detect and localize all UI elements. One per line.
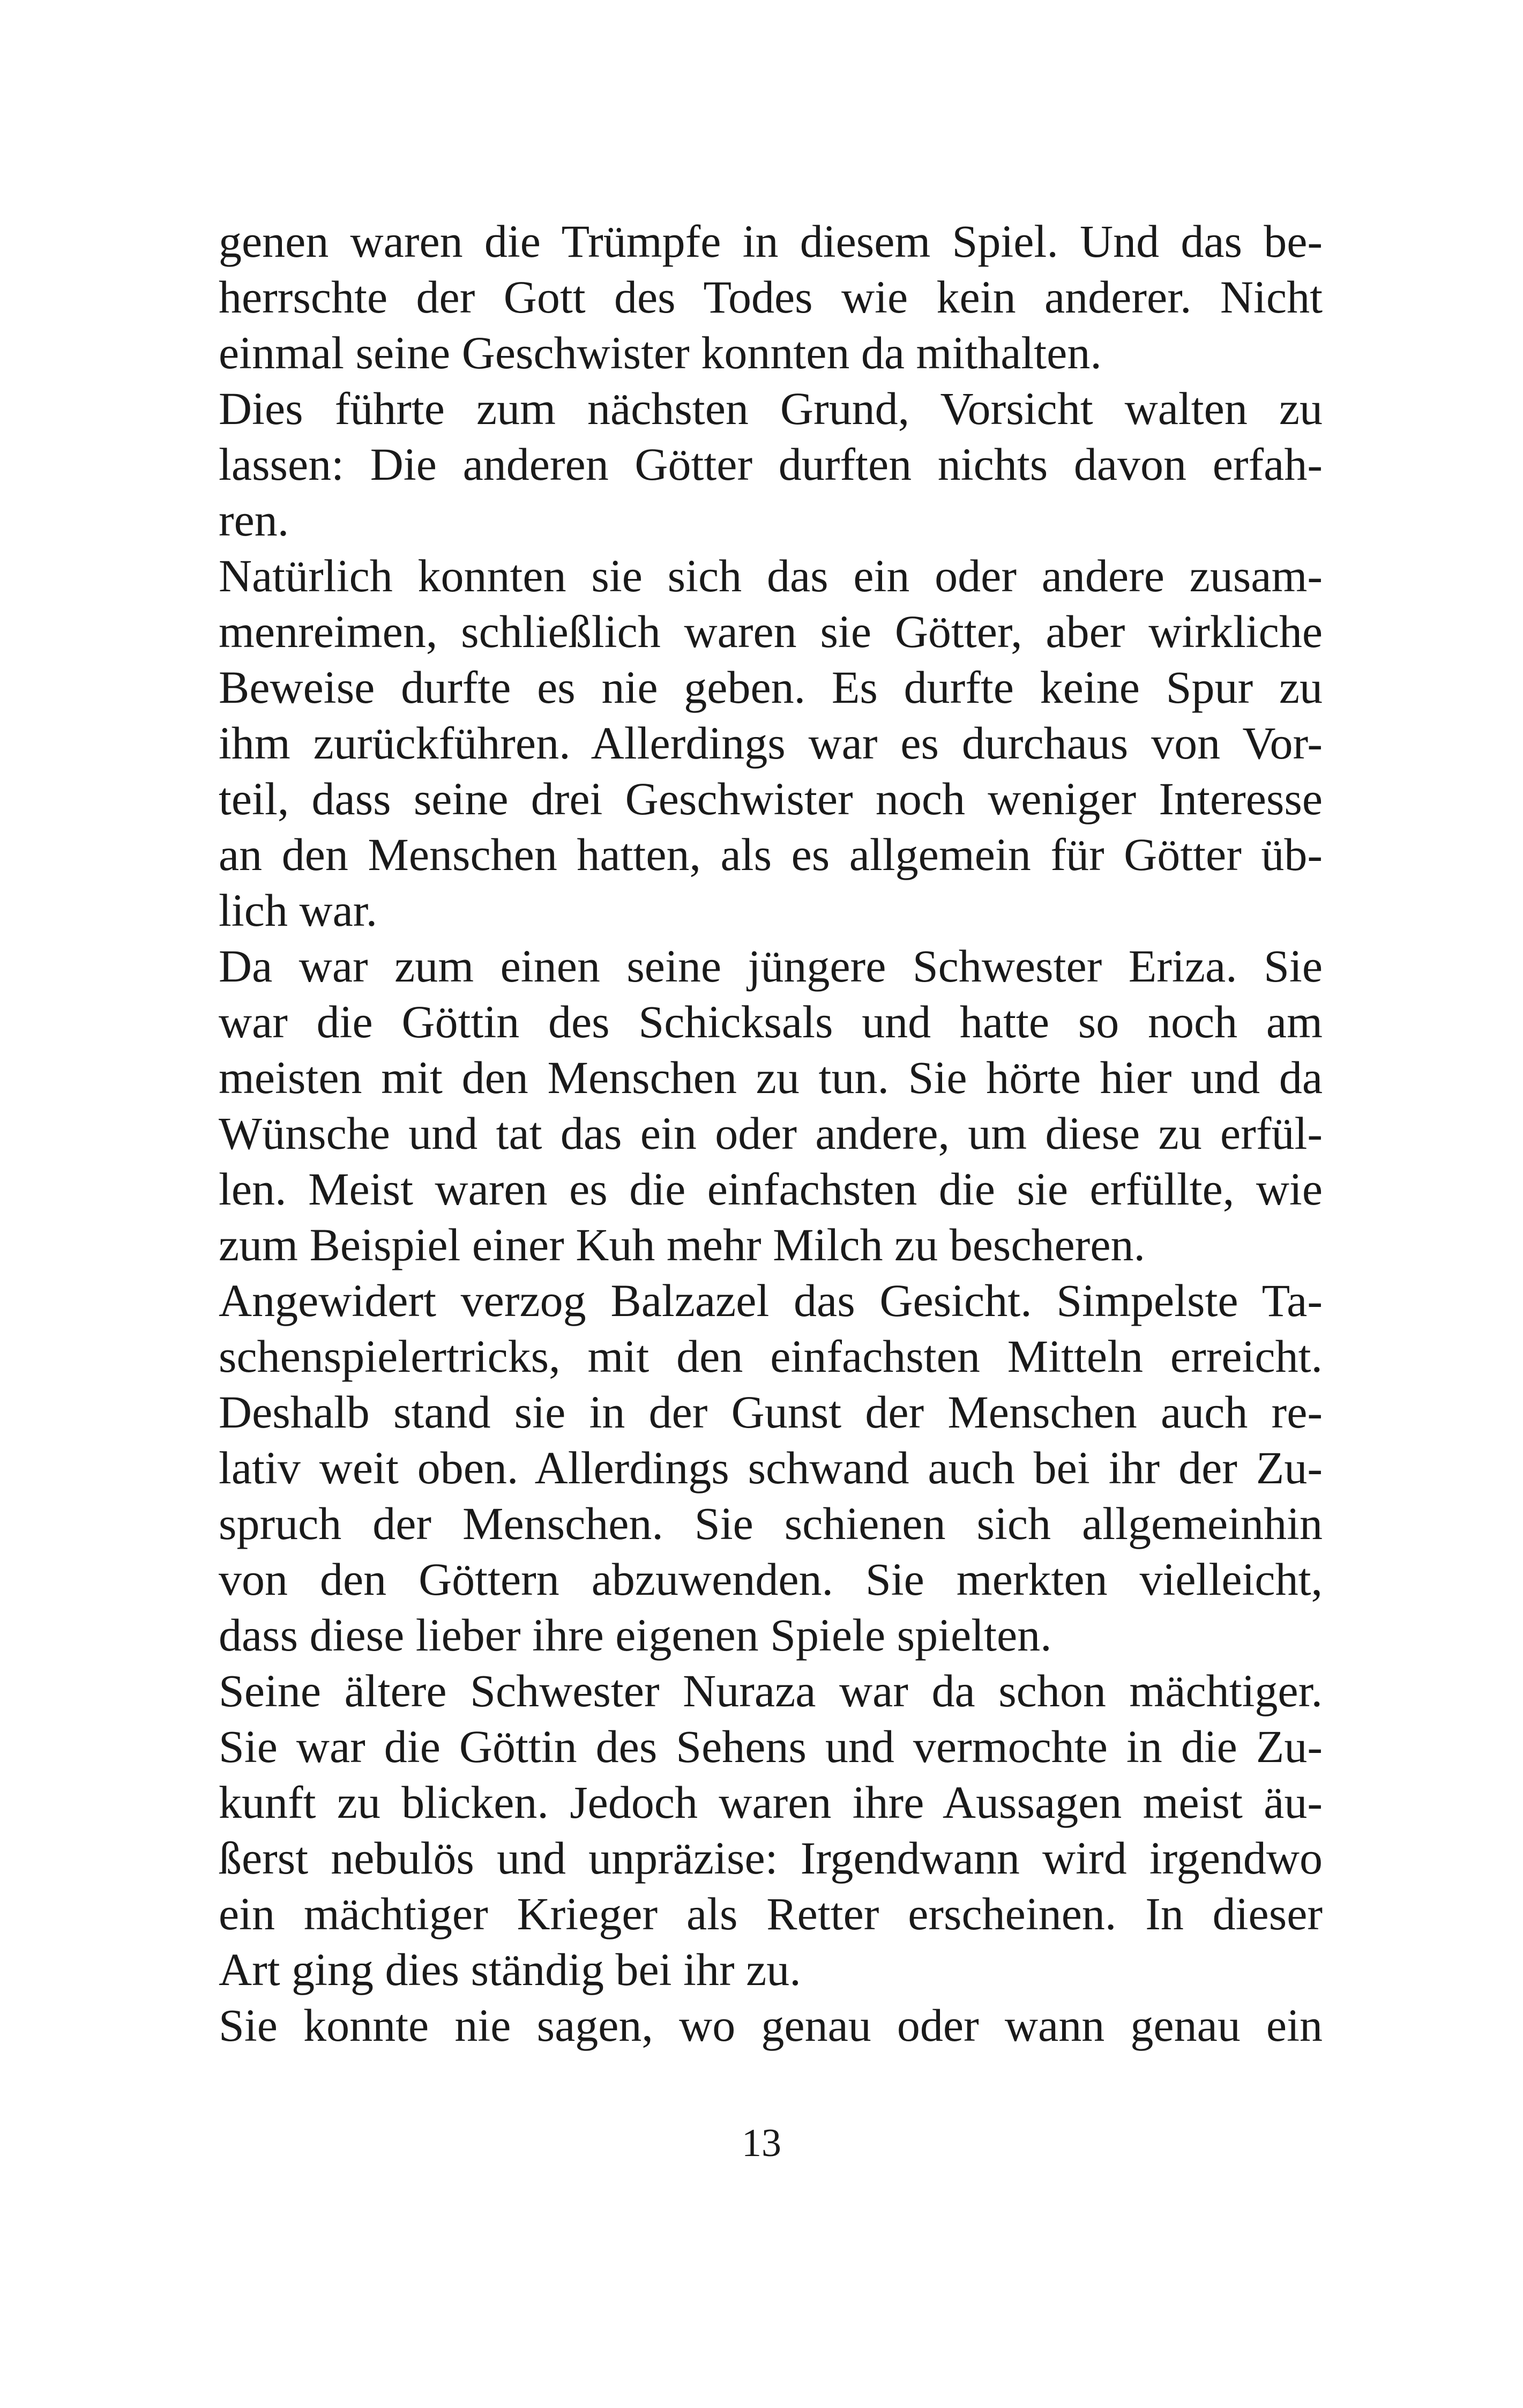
text-line: genen waren die Trümpfe in diesem Spiel. Und das be- (219, 215, 1323, 267)
text-line: Art ging dies ständig bei ihr zu. (219, 1944, 801, 1995)
text-line: ßerst nebulös und unpräzise: Irgendwann wird irgendwo (219, 1832, 1323, 1884)
text-line: Natürlich konnten sie sich das ein oder andere zusam- (219, 550, 1323, 601)
text-line: Sie konnte nie sagen, wo genau oder wann genau ein (219, 2000, 1323, 2051)
text-line: Seine ältere Schwester Nuraza war da schon mächtiger. (219, 1665, 1323, 1716)
text-line: Beweise durfte es nie geben. Es durfte keine Spur zu (219, 662, 1323, 713)
text-line: schenspielertricks, mit den einfachsten Mitteln erreicht. (219, 1331, 1323, 1382)
body-text (219, 213, 1323, 2053)
text-line: ihm zurückführen. Allerdings war es durchaus von Vor- (219, 717, 1323, 769)
text-line: teil, dass seine drei Geschwister noch weniger Interesse (219, 773, 1323, 824)
text-line: Angewidert verzog Balzazel das Gesicht. Simpelste Ta- (219, 1275, 1323, 1326)
text-line: an den Menschen hatten, als es allgemein für Götter üb- (219, 829, 1323, 880)
text-line: Sie war die Göttin des Sehens und vermochte in die Zu- (219, 1721, 1323, 1772)
text-line: dass diese lieber ihre eigenen Spiele spielten. (219, 1609, 1052, 1661)
text-line: menreimen, schließlich waren sie Götter, aber wirkliche (219, 606, 1323, 657)
text-line: Wünsche und tat das ein oder andere, um diese zu erfül- (219, 1108, 1323, 1159)
text-line: ren. (219, 494, 289, 546)
text-line: meisten mit den Menschen zu tun. Sie hörte hier und da (219, 1052, 1323, 1103)
text-line: Deshalb stand sie in der Gunst der Menschen auch re- (219, 1386, 1323, 1438)
text-line: einmal seine Geschwister konnten da mithalten. (219, 327, 1102, 378)
page-number: 13 (742, 2121, 781, 2165)
text-line: Da war zum einen seine jüngere Schwester Eriza. Sie (219, 940, 1323, 992)
text-line: zum Beispiel einer Kuh mehr Milch zu bescheren. (219, 1219, 1145, 1270)
text-line: lich war. (219, 885, 378, 936)
text-line: lassen: Die anderen Götter durften nichts davon erfah- (219, 439, 1323, 490)
text-line: ein mächtiger Krieger als Retter erscheinen. In dieser (219, 1888, 1323, 1939)
text-line: von den Göttern abzuwenden. Sie merkten vielleicht, (219, 1554, 1323, 1605)
text-line: spruch der Menschen. Sie schienen sich allgemeinhin (219, 1498, 1323, 1549)
text-line: len. Meist waren es die einfachsten die sie erfüllte, wie (219, 1163, 1323, 1215)
text-line: kunft zu blicken. Jedoch waren ihre Aussagen meist äu- (219, 1777, 1323, 1828)
text-line: war die Göttin des Schicksals und hatte so noch am (219, 996, 1323, 1047)
text-line: Dies führte zum nächsten Grund, Vorsicht walten zu (219, 383, 1323, 434)
text-line: lativ weit oben. Allerdings schwand auch bei ihr der Zu- (219, 1442, 1323, 1493)
text-line: herrschte der Gott des Todes wie kein anderer. Nicht (219, 271, 1323, 323)
